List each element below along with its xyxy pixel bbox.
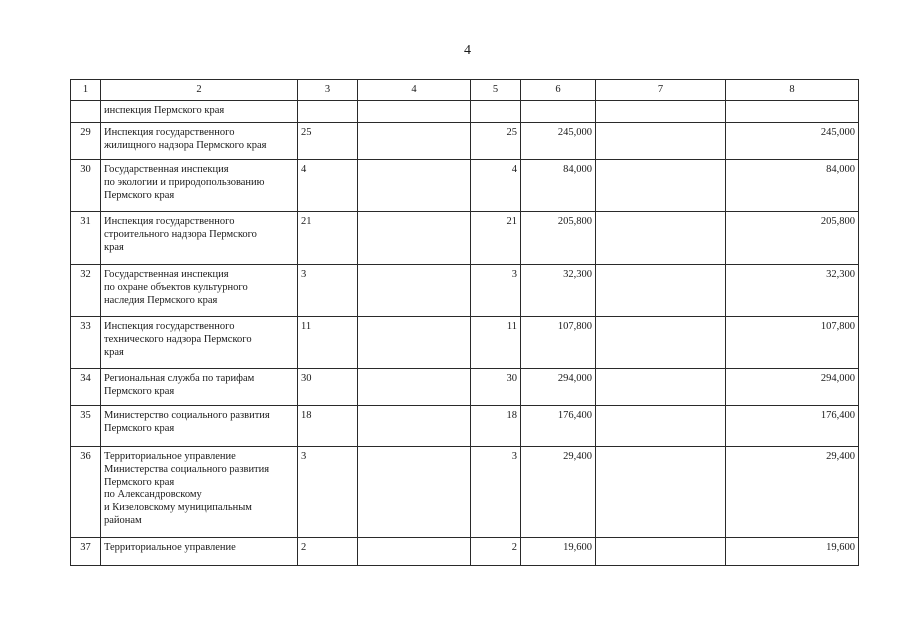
row-col3-cell: 2 xyxy=(298,538,358,566)
row-number-cell: 30 xyxy=(71,160,101,212)
row-col6-cell: 245,000 xyxy=(521,123,596,160)
row-col4-cell xyxy=(358,447,471,538)
header-cell-1: 1 xyxy=(71,80,101,101)
row-col8-cell: 29,400 xyxy=(726,447,859,538)
row-col8-cell: 107,800 xyxy=(726,317,859,369)
row-name-cell xyxy=(101,538,298,566)
row-number-cell: 35 xyxy=(71,406,101,447)
row-name-line: Пермского края xyxy=(104,422,175,434)
row-name-cell xyxy=(101,123,298,160)
header-cell-4: 4 xyxy=(358,80,471,101)
row-col4-cell xyxy=(358,101,471,123)
row-col7-cell xyxy=(596,538,726,566)
data-table xyxy=(70,79,859,566)
row-col3-cell: 25 xyxy=(298,123,358,160)
row-col8-cell: 32,300 xyxy=(726,265,859,317)
row-name-line: Пермского края xyxy=(104,189,175,201)
row-name-line: края xyxy=(104,241,124,253)
row-name-line: Пермского края xyxy=(104,385,175,397)
row-col8-cell: 176,400 xyxy=(726,406,859,447)
row-col5-cell: 4 xyxy=(471,160,521,212)
row-col3-cell: 30 xyxy=(298,369,358,406)
row-name-line: края xyxy=(104,346,124,358)
table-row xyxy=(71,538,859,566)
row-name-line: Инспекция государственного xyxy=(104,127,235,138)
row-name-line: районам xyxy=(104,514,142,526)
row-col7-cell xyxy=(596,317,726,369)
row-col5-cell: 30 xyxy=(471,369,521,406)
row-name-line: Министерства социального развития xyxy=(104,463,270,475)
row-col6-cell xyxy=(521,101,596,123)
row-name-cell xyxy=(101,369,298,406)
row-col5-cell: 11 xyxy=(471,317,521,369)
row-col3-cell: 3 xyxy=(298,265,358,317)
row-name-line: по охране объектов культурного xyxy=(104,281,248,293)
row-name-line: наследия Пермского края xyxy=(104,294,218,306)
row-col6-cell: 294,000 xyxy=(521,369,596,406)
row-name-line: технического надзора Пермского xyxy=(104,333,252,345)
row-col8-cell xyxy=(726,101,859,123)
header-cell-6: 6 xyxy=(521,80,596,101)
row-col4-cell xyxy=(358,369,471,406)
row-number-cell: 34 xyxy=(71,369,101,406)
row-col5-cell: 18 xyxy=(471,406,521,447)
row-col8-cell: 84,000 xyxy=(726,160,859,212)
row-col4-cell xyxy=(358,406,471,447)
row-col7-cell xyxy=(596,123,726,160)
row-name-line: по Александровскому xyxy=(104,489,202,501)
row-col4-cell xyxy=(358,212,471,265)
row-name-line: жилищного надзора Пермского края xyxy=(104,139,267,151)
table-row xyxy=(71,265,859,317)
row-col6-cell: 19,600 xyxy=(521,538,596,566)
row-number-cell: 31 xyxy=(71,212,101,265)
table-row xyxy=(71,160,859,212)
row-col5-cell: 25 xyxy=(471,123,521,160)
row-name-line: Пермского края xyxy=(104,476,175,488)
row-name-line: Государственная инспекция xyxy=(104,164,229,175)
row-col4-cell xyxy=(358,265,471,317)
row-name-cell xyxy=(101,212,298,265)
header-cell-2: 2 xyxy=(101,80,298,101)
row-number-cell: 33 xyxy=(71,317,101,369)
table-row xyxy=(71,317,859,369)
row-name-cell xyxy=(101,406,298,447)
row-col3-cell: 4 xyxy=(298,160,358,212)
header-cell-8: 8 xyxy=(726,80,859,101)
row-name-line: Территориальное управление xyxy=(104,542,236,553)
header-cell-7: 7 xyxy=(596,80,726,101)
row-col7-cell xyxy=(596,212,726,265)
row-name-cell xyxy=(101,160,298,212)
row-name-cell xyxy=(101,101,298,123)
row-col5-cell: 3 xyxy=(471,265,521,317)
row-col6-cell: 32,300 xyxy=(521,265,596,317)
row-name-cell xyxy=(101,447,298,538)
page-number: 4 xyxy=(464,43,471,58)
row-col5-cell: 3 xyxy=(471,447,521,538)
row-col3-cell xyxy=(298,101,358,123)
row-col6-cell: 29,400 xyxy=(521,447,596,538)
row-col7-cell xyxy=(596,160,726,212)
row-col7-cell xyxy=(596,447,726,538)
row-col3-cell: 11 xyxy=(298,317,358,369)
row-col5-cell: 21 xyxy=(471,212,521,265)
row-col4-cell xyxy=(358,123,471,160)
table-header-row xyxy=(71,80,859,101)
row-col8-cell: 19,600 xyxy=(726,538,859,566)
table-row xyxy=(71,447,859,538)
row-name-line: строительного надзора Пермского xyxy=(104,228,257,240)
table-row xyxy=(71,123,859,160)
row-col3-cell: 21 xyxy=(298,212,358,265)
row-col4-cell xyxy=(358,538,471,566)
row-name-line: по экологии и природопользованию xyxy=(104,176,265,188)
row-number-cell: 37 xyxy=(71,538,101,566)
row-name-line: Территориальное управление xyxy=(104,451,236,462)
row-col7-cell xyxy=(596,369,726,406)
row-name-cell xyxy=(101,317,298,369)
row-name-cell xyxy=(101,265,298,317)
row-name-line: Инспекция государственного xyxy=(104,216,235,227)
row-number-cell xyxy=(71,101,101,123)
table-row xyxy=(71,369,859,406)
row-col6-cell: 176,400 xyxy=(521,406,596,447)
header-cell-5: 5 xyxy=(471,80,521,101)
table-body xyxy=(71,80,859,566)
row-col8-cell: 245,000 xyxy=(726,123,859,160)
row-col7-cell xyxy=(596,101,726,123)
row-name-line: Министерство социального развития xyxy=(104,410,270,421)
row-col5-cell: 2 xyxy=(471,538,521,566)
row-name-line: и Кизеловскому муниципальным xyxy=(104,502,252,514)
row-name-line: Инспекция государственного xyxy=(104,321,235,332)
row-col4-cell xyxy=(358,160,471,212)
row-col3-cell: 18 xyxy=(298,406,358,447)
row-number-cell: 32 xyxy=(71,265,101,317)
header-cell-3: 3 xyxy=(298,80,358,101)
row-name-line: Государственная инспекция xyxy=(104,269,229,280)
row-name-line: инспекция Пермского края xyxy=(104,105,225,116)
row-col7-cell xyxy=(596,406,726,447)
row-col7-cell xyxy=(596,265,726,317)
row-col6-cell: 107,800 xyxy=(521,317,596,369)
row-col3-cell: 3 xyxy=(298,447,358,538)
row-number-cell: 36 xyxy=(71,447,101,538)
table-row xyxy=(71,101,859,123)
row-col6-cell: 205,800 xyxy=(521,212,596,265)
row-col5-cell xyxy=(471,101,521,123)
row-col4-cell xyxy=(358,317,471,369)
row-number-cell: 29 xyxy=(71,123,101,160)
row-col6-cell: 84,000 xyxy=(521,160,596,212)
row-name-line: Региональная служба по тарифам xyxy=(104,373,255,384)
table-row xyxy=(71,406,859,447)
row-col8-cell: 205,800 xyxy=(726,212,859,265)
table-row xyxy=(71,212,859,265)
row-col8-cell: 294,000 xyxy=(726,369,859,406)
